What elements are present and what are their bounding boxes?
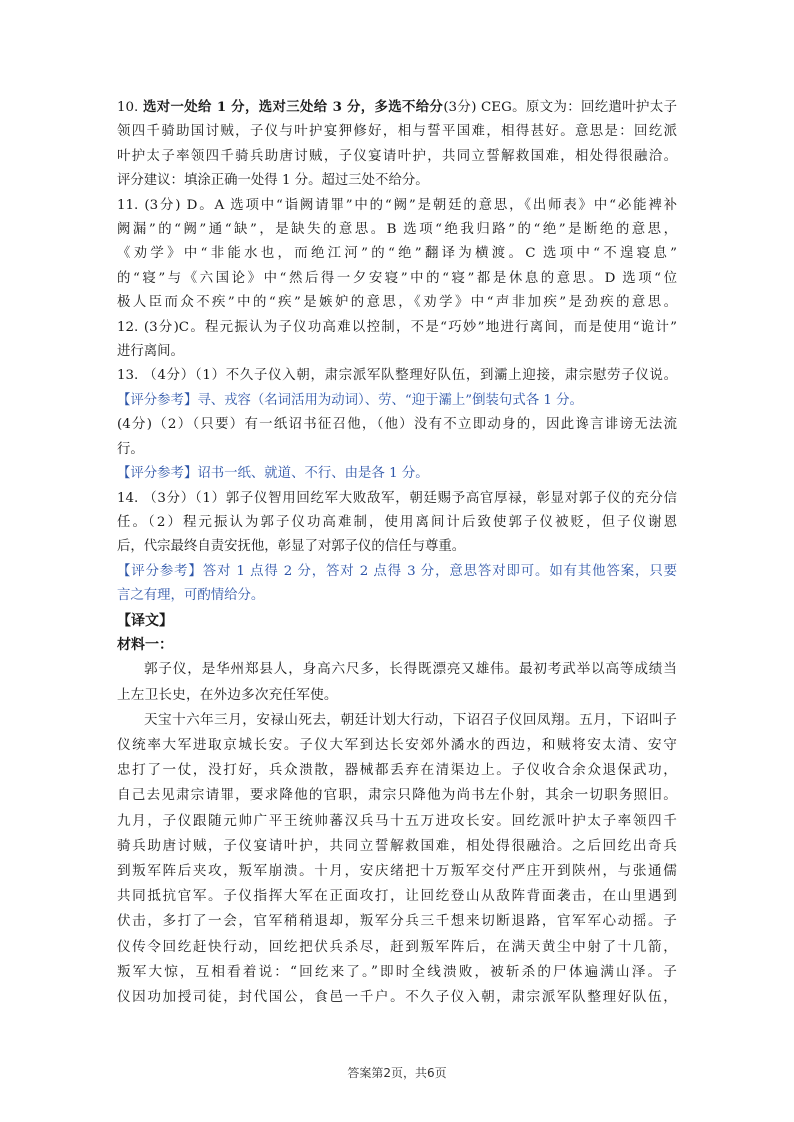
q11-line-1: 11. (3分) D。A 选项中“诣阙请罪”中的“阙”是朝廷的意思，《出师表》中“必能裨补 (117, 197, 677, 213)
q14-scoring-reference-2: 言之有理，可酌情给分。 (117, 588, 265, 604)
translation-line: 九月，子仪跟随元帅广平王统帅蕃汉兵马十五万进攻长安。回纥派叶护太子率领四千 (117, 812, 677, 829)
translation-line: 伏击，多打了一会，官军稍稍退却，叛军分兵三千想来切断退路，官军军心动摇。子 (117, 913, 677, 930)
q14-line-3: 后，代宗最终自责安抚他，彰显了对郭子仪的信任与尊重。 (117, 539, 466, 555)
q11-line-3: 《劝学》中“非能水也，而绝江河”的“绝”翻译为横渡。C 选项中“不遑寝息” (117, 246, 677, 262)
q11-line-5: 极人臣而众不疾”中的“疾”是嫉妒的意思，《劝学》中“声非加疾”是劲疾的意思。 (117, 295, 677, 311)
q13-scoring-reference-1: 【评分参考】寻、戎容（名词活用为动词）、劳、“迎于灞上”倒装句式各 1 分。 (117, 392, 583, 408)
q14-line-2: 任。（2）程元振认为郭子仪功高难制，使用离间计后致使郭子仪被贬，但子仪谢恩 (117, 514, 677, 530)
q10-line-4: 评分建议：填涂正确一处得 1 分。超过三处不给分。 (117, 173, 429, 189)
q11-line-2: 阙漏”的“阙”通“缺”，是缺失的意思。B 选项“绝我归路”的“绝”是断绝的意思， (117, 222, 677, 238)
translation-line: 郭子仪，是华州郑县人，身高六尺多，长得既漂亮又雄伟。最初考武举以高等成绩当 (144, 661, 677, 678)
q13-line-1: 13. （4分）（1）不久子仪入朝，肃宗派军队整理好队伍，到灞上迎接，肃宗慰劳子仪说。 (117, 368, 677, 384)
answer-page-body (117, 95, 677, 1010)
translation-text (117, 657, 677, 1010)
translation-line: 自己去见肃宗请罪，要求降他的官职，肃宗只降他为尚书左仆射，其余一切职务照旧。 (117, 787, 677, 804)
q14-line-1: 14. （3分）（1）郭子仪智用回纥军大败敌军，朝廷赐予高官厚禄，彰显对郭子仪的充分信 (117, 490, 677, 506)
page-footer: 答案第2页，共6页 (347, 1066, 447, 1080)
translation-line: 仪因功加授司徒，封代国公，食邑一千户。不久子仪入朝，肃宗派军队整理好队伍， (117, 988, 677, 1005)
translation-line: 叛军大惊，互相看着说：“回纥来了。”即时全线溃败，被斩杀的尸体遍满山泽。子 (117, 963, 677, 980)
translation-line: 天宝十六年三月，安禄山死去，朝廷计划大行动，下诏召子仪回凤翔。五月，下诏叫子 (144, 711, 677, 728)
q13-line-2: (4分)（2）（只要）有一纸诏书征召他，（他）没有不立即动身的，因此谗言诽谤无法流 (117, 417, 677, 433)
q10-line-1 (117, 95, 677, 120)
q12-line-1: 12. (3分)C。程元振认为子仪功高难以控制，不是“巧妙”地进行离间，而是使用“诡计” (117, 319, 677, 335)
translation-line: 仪传令回纥赶快行动，回纥把伏兵杀尽，赶到叛军阵后，在满天黄尘中射了十几箭， (117, 938, 677, 955)
translation-line: 仪统率大军进取京城长安。子仪大军到达长安郊外潏水的西边，和贼将安太清、安守 (117, 736, 677, 753)
q13-line-3: 行。 (117, 441, 144, 457)
translation-heading: 【译文】 (117, 612, 173, 629)
q10-scoring-rule: 选对一处给 1 分，选对三处给 3 分，多选不给分 (142, 99, 444, 115)
translation-line: 到叛军阵后夹攻，叛军崩溃。十月，安庆绪把十万叛军交付严庄开到陕州，与张通儒 (117, 862, 677, 879)
q12-line-2: 进行离间。 (117, 344, 184, 360)
material-one-title: 材料一： (117, 636, 173, 653)
q10-line-2: 领四千骑助国讨贼，子仪与叶护宴狎修好，相与誓平国难，相得甚好。意思是：回纥派 (117, 124, 677, 140)
translation-line: 共同抵抗官军。子仪指挥大军在正面攻打，让回纥登山从敌阵背面袭击，在山里遇到 (117, 888, 677, 905)
translation-line: 忠打了一仗，没打好，兵众溃散，器械都丢弃在清渠边上。子仪收合余众退保武功， (117, 762, 677, 779)
q10-line-3: 叶护太子率领四千骑兵助唐讨贼，子仪宴请叶护，共同立誓解救国难，相处得很融洽。 (117, 148, 677, 164)
translation-line: 上左卫长史，在外边多次充任军使。 (117, 686, 338, 703)
q13-scoring-reference-2: 【评分参考】诏书一纸、就道、不行、由是各 1 分。 (117, 466, 429, 482)
q10-number: 10. (117, 100, 139, 115)
q10-answer: (3分) CEG。原文为：回纥遣叶护太子 (443, 100, 677, 115)
q11-line-4: 的“寝”与《六国论》中“然后得一夕安寝”中的“寝”都是休息的意思。D 选项“位 (117, 270, 677, 286)
translation-line: 骑兵助唐讨贼，子仪宴请叶护，共同立誓解救国难，相处得很融洽。之后回纥出奇兵 (117, 837, 677, 854)
q14-scoring-reference-1: 【评分参考】答对 1 点得 2 分，答对 2 点得 3 分，意思答对即可。如有其他答案，只要 (117, 563, 677, 579)
